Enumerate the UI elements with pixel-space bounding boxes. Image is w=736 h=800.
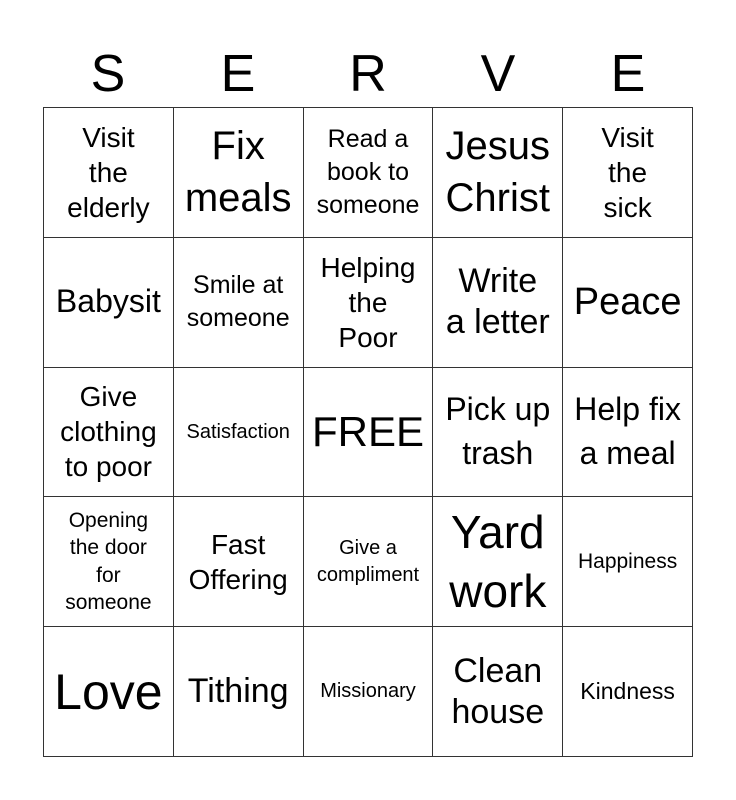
bingo-cell[interactable]	[174, 108, 304, 238]
bingo-cell[interactable]	[563, 368, 693, 498]
cell-text: Jesus Christ	[445, 124, 551, 221]
header-letter-s: S	[90, 45, 126, 103]
cell-text: Tithing	[187, 672, 289, 711]
bingo-cell[interactable]	[433, 627, 563, 757]
cell-text: Helping the Poor	[320, 251, 416, 353]
bingo-cell[interactable]	[433, 108, 563, 238]
cell-text: Help fix a meal	[574, 391, 681, 471]
cell-text: Fix meals	[184, 124, 292, 221]
cell-text: Smile at someone	[186, 271, 290, 333]
header-letter-e2: E	[610, 45, 646, 103]
cell-text: Give a compliment	[316, 537, 420, 586]
cell-text: Babysit	[55, 283, 161, 320]
cell-text: Happiness	[577, 550, 678, 574]
bingo-cell[interactable]	[174, 497, 304, 627]
cell-text: Opening the door for someone	[65, 509, 152, 615]
cell-text: Visit the sick	[601, 121, 654, 223]
cell-text: Visit the elderly	[67, 121, 150, 223]
bingo-cell[interactable]	[304, 627, 434, 757]
header-letter-v: V	[480, 45, 516, 103]
cell-text: Pick up trash	[445, 391, 551, 471]
bingo-cell[interactable]	[44, 108, 174, 238]
bingo-cell[interactable]	[563, 108, 693, 238]
bingo-cell[interactable]	[304, 497, 434, 627]
bingo-cell[interactable]	[433, 238, 563, 368]
bingo-header	[43, 44, 693, 104]
cell-text: FREE	[311, 407, 424, 455]
bingo-board	[43, 107, 693, 757]
header-letter-e: E	[220, 45, 256, 103]
cell-text: Fast Offering	[188, 528, 288, 595]
bingo-cell[interactable]	[174, 238, 304, 368]
cell-text: Kindness	[580, 678, 675, 705]
bingo-cell[interactable]	[433, 368, 563, 498]
bingo-cell[interactable]	[44, 238, 174, 368]
cell-text: Peace	[573, 281, 682, 324]
bingo-cell[interactable]	[563, 238, 693, 368]
bingo-cell[interactable]	[304, 238, 434, 368]
cell-text: Give clothing to poor	[60, 381, 157, 483]
cell-text: Read a book to someone	[316, 124, 420, 219]
bingo-cell[interactable]	[304, 108, 434, 238]
bingo-cell[interactable]	[44, 627, 174, 757]
bingo-cell[interactable]	[174, 627, 304, 757]
bingo-cell[interactable]	[304, 368, 434, 498]
cell-text: Missionary	[320, 680, 416, 703]
bingo-cell[interactable]	[563, 627, 693, 757]
cell-text: Satisfaction	[186, 420, 290, 443]
cell-text: Love	[54, 663, 163, 720]
bingo-cell[interactable]	[44, 497, 174, 627]
bingo-cell[interactable]	[433, 497, 563, 627]
bingo-cell[interactable]	[563, 497, 693, 627]
header-letter-r: R	[349, 45, 387, 103]
cell-text: Clean house	[451, 651, 545, 731]
bingo-cell[interactable]	[174, 368, 304, 498]
cell-text: Yard work	[449, 505, 547, 617]
cell-text: Write a letter	[445, 262, 550, 342]
bingo-cell[interactable]	[44, 368, 174, 498]
